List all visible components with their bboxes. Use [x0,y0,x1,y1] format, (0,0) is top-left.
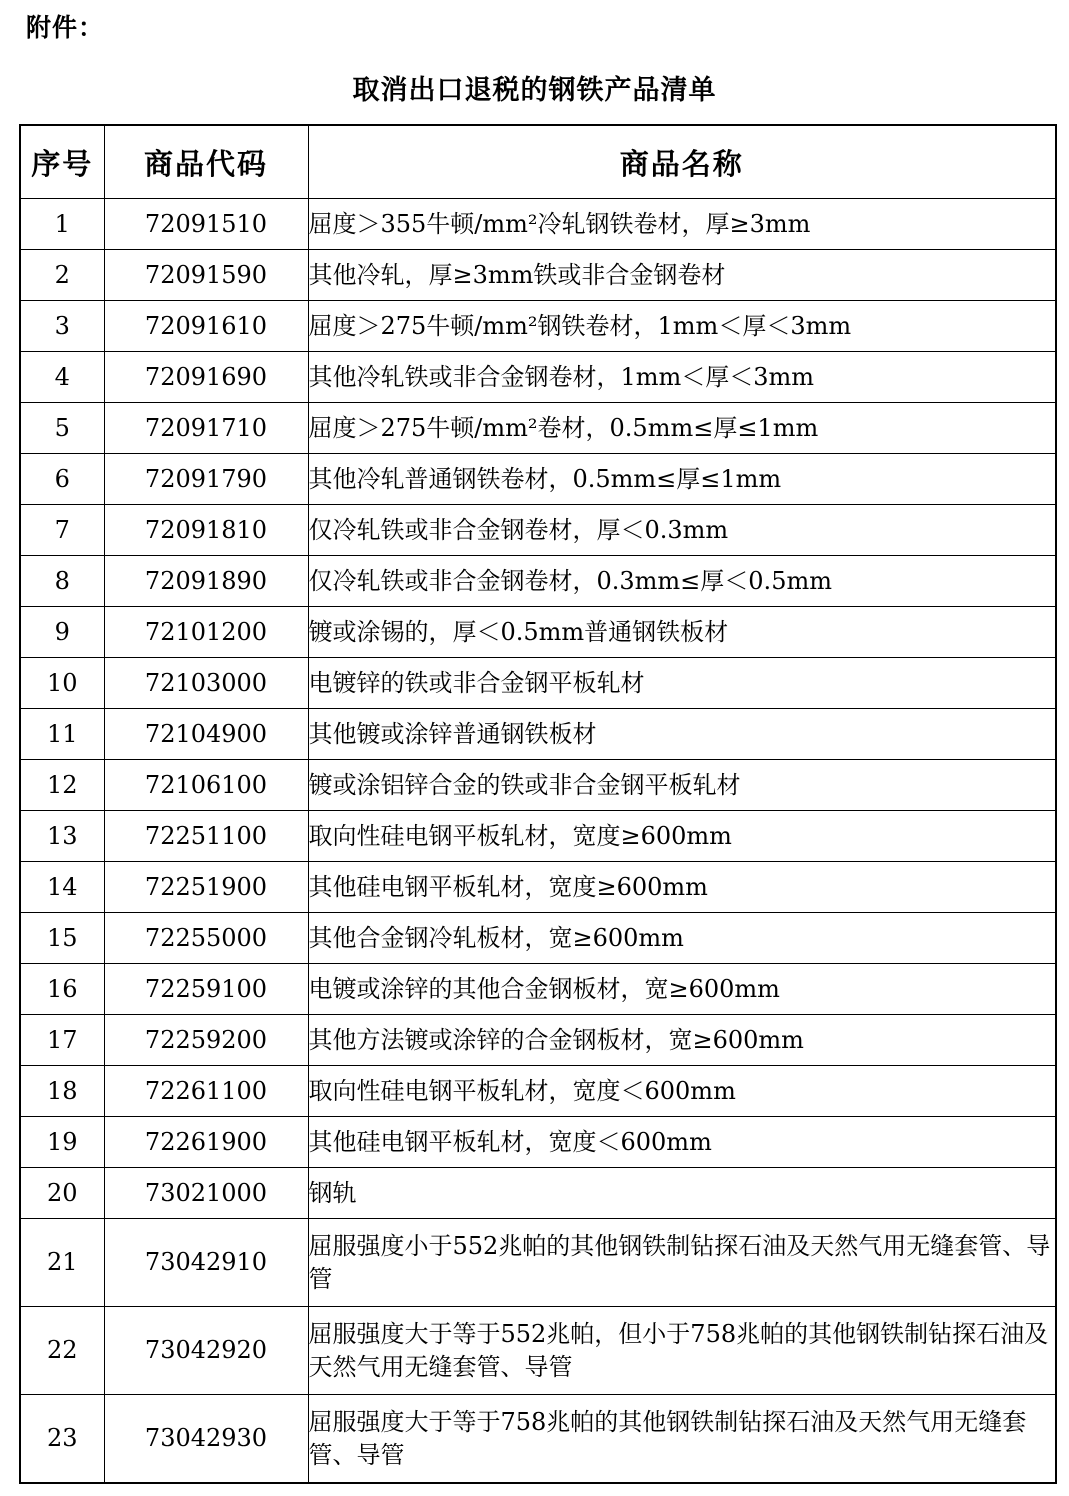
cell-seq: 15 [20,913,104,964]
table-row [20,709,1056,760]
cell-code: 72091590 [104,250,308,301]
cell-code: 72104900 [104,709,308,760]
cell-code: 72091890 [104,556,308,607]
cell-name: 仅冷轧铁或非合金钢卷材，0.3mm≤厚＜0.5mm [308,556,1056,607]
cell-name: 镀或涂铝锌合金的铁或非合金钢平板轧材 [308,760,1056,811]
cell-name: 其他镀或涂锌普通钢铁板材 [308,709,1056,760]
table-row [20,505,1056,556]
cell-code: 72259100 [104,964,308,1015]
table-row [20,811,1056,862]
cell-code: 73042920 [104,1307,308,1395]
cell-code: 72101200 [104,607,308,658]
cell-name: 屈度＞275牛顿/mm²卷材，0.5mm≤厚≤1mm [308,403,1056,454]
cell-seq: 19 [20,1117,104,1168]
cell-code: 72251100 [104,811,308,862]
column-header-name: 商品名称 [308,125,1056,199]
table-row [20,658,1056,709]
cell-seq: 7 [20,505,104,556]
cell-seq: 8 [20,556,104,607]
cell-name: 其他冷轧，厚≥3mm铁或非合金钢卷材 [308,250,1056,301]
column-header-code: 商品代码 [104,125,308,199]
cell-seq: 22 [20,1307,104,1395]
table-row [20,760,1056,811]
table-row [20,199,1056,250]
cell-seq: 23 [20,1395,104,1484]
table-row [20,301,1056,352]
cell-name: 电镀或涂锌的其他合金钢板材，宽≥600mm [308,964,1056,1015]
attachment-label: 附件： [26,13,105,42]
cell-code: 73021000 [104,1168,308,1219]
cell-code: 72091710 [104,403,308,454]
product-list-table [19,124,1057,1484]
table-row [20,913,1056,964]
cell-name: 其他方法镀或涂锌的合金钢板材，宽≥600mm [308,1015,1056,1066]
cell-name: 电镀锌的铁或非合金钢平板轧材 [308,658,1056,709]
cell-name: 屈服强度大于等于758兆帕的其他钢铁制钻探石油及天然气用无缝套管、导管 [308,1395,1056,1484]
cell-code: 72251900 [104,862,308,913]
cell-code: 72259200 [104,1015,308,1066]
cell-seq: 17 [20,1015,104,1066]
table-row [20,1066,1056,1117]
table-row [20,1307,1056,1395]
table-row [20,607,1056,658]
table-row [20,1395,1056,1484]
cell-seq: 3 [20,301,104,352]
cell-name: 仅冷轧铁或非合金钢卷材，厚＜0.3mm [308,505,1056,556]
table-row [20,454,1056,505]
table-row [20,403,1056,454]
table-row [20,250,1056,301]
cell-name: 屈度＞355牛顿/mm²冷轧钢铁卷材，厚≥3mm [308,199,1056,250]
table-row [20,862,1056,913]
cell-code: 73042930 [104,1395,308,1484]
cell-seq: 20 [20,1168,104,1219]
cell-seq: 1 [20,199,104,250]
cell-name: 钢轨 [308,1168,1056,1219]
table-row [20,1219,1056,1307]
cell-code: 72091610 [104,301,308,352]
cell-name: 屈服强度大于等于552兆帕，但小于758兆帕的其他钢铁制钻探石油及天然气用无缝套管、导管 [308,1307,1056,1395]
table-row [20,556,1056,607]
table-row [20,1015,1056,1066]
document-title: 取消出口退税的钢铁产品清单 [352,75,717,106]
table-header-row [20,125,1056,199]
cell-name: 其他合金钢冷轧板材，宽≥600mm [308,913,1056,964]
table-row [20,1168,1056,1219]
cell-code: 72091790 [104,454,308,505]
cell-name: 其他硅电钢平板轧材，宽度＜600mm [308,1117,1056,1168]
cell-name: 取向性硅电钢平板轧材，宽度≥600mm [308,811,1056,862]
cell-code: 72091690 [104,352,308,403]
cell-seq: 18 [20,1066,104,1117]
cell-seq: 2 [20,250,104,301]
cell-seq: 10 [20,658,104,709]
cell-code: 72103000 [104,658,308,709]
cell-name: 镀或涂锡的，厚＜0.5mm普通钢铁板材 [308,607,1056,658]
column-header-seq: 序号 [20,125,104,199]
cell-name: 屈度＞275牛顿/mm²钢铁卷材，1mm＜厚＜3mm [308,301,1056,352]
cell-code: 72091510 [104,199,308,250]
table-row [20,964,1056,1015]
cell-name: 其他硅电钢平板轧材，宽度≥600mm [308,862,1056,913]
cell-code: 72091810 [104,505,308,556]
cell-seq: 6 [20,454,104,505]
cell-seq: 21 [20,1219,104,1307]
cell-name: 屈服强度小于552兆帕的其他钢铁制钻探石油及天然气用无缝套管、导管 [308,1219,1056,1307]
cell-name: 取向性硅电钢平板轧材，宽度＜600mm [308,1066,1056,1117]
table-row [20,1117,1056,1168]
cell-name: 其他冷轧铁或非合金钢卷材，1mm＜厚＜3mm [308,352,1056,403]
cell-code: 73042910 [104,1219,308,1307]
cell-code: 72255000 [104,913,308,964]
cell-seq: 4 [20,352,104,403]
cell-code: 72106100 [104,760,308,811]
cell-seq: 12 [20,760,104,811]
cell-code: 72261100 [104,1066,308,1117]
cell-seq: 16 [20,964,104,1015]
cell-seq: 14 [20,862,104,913]
cell-seq: 11 [20,709,104,760]
cell-seq: 9 [20,607,104,658]
cell-name: 其他冷轧普通钢铁卷材，0.5mm≤厚≤1mm [308,454,1056,505]
cell-code: 72261900 [104,1117,308,1168]
cell-seq: 5 [20,403,104,454]
cell-seq: 13 [20,811,104,862]
table-row [20,352,1056,403]
